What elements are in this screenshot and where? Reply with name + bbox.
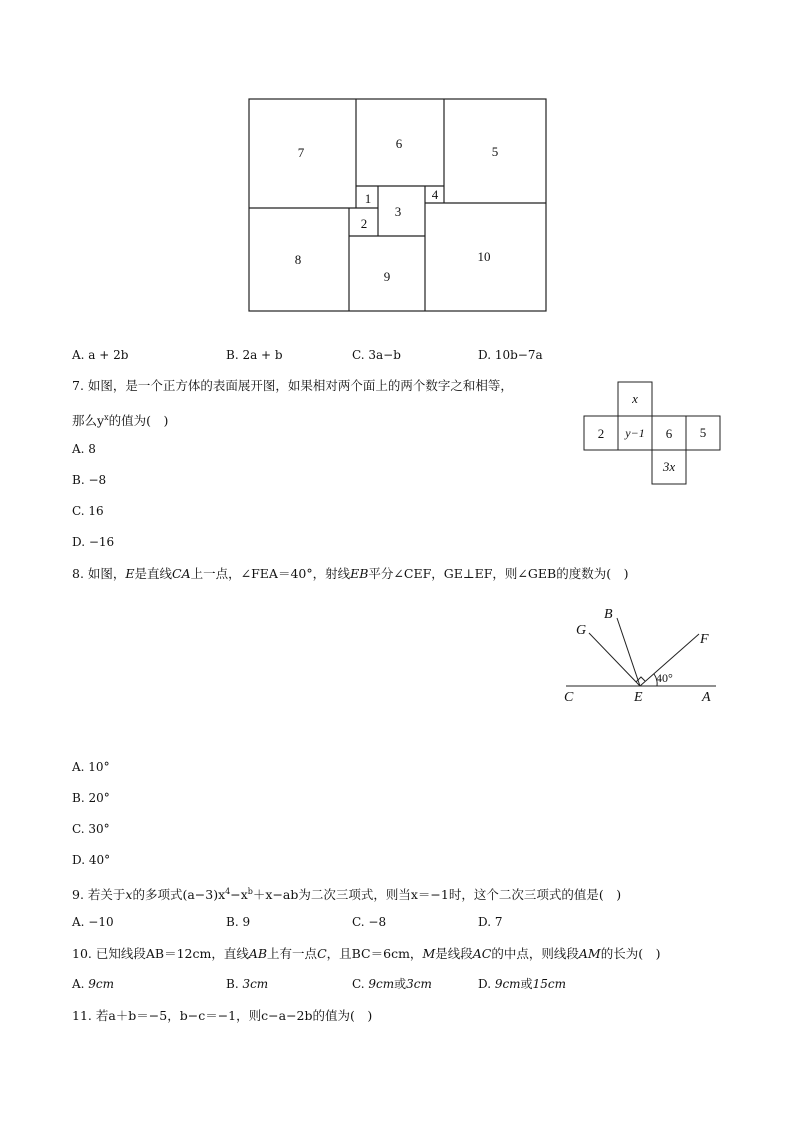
q10-option-a: A. 9cm — [72, 977, 115, 991]
q10-stem: 10. 已知线段AB＝12cm，直线AB上有一点C，且BC＝6cm，M是线段AC的中点，则线段AM的长为( ) — [72, 946, 661, 961]
q6-option-a: A. a + 2b — [72, 348, 129, 362]
q7-option-d: D. −16 — [72, 535, 115, 549]
point-F-label: F — [700, 632, 709, 647]
net-face-center: 6 — [665, 426, 673, 441]
square-label-2: 2 — [360, 216, 368, 231]
square-label-1: 1 — [364, 191, 372, 206]
net-face-left: 2 — [597, 426, 605, 441]
square-label-3: 3 — [394, 204, 402, 219]
q9-option-b: B. 9 — [226, 915, 251, 929]
q9-stem: 9. 若关于x的多项式$(a-3)x^4-x^b+x-ab$为二次三项式，则当x＝−1时，这个二次三项式的值是( ) — [72, 887, 622, 903]
q10-option-d: D. 9cm或15cm — [478, 977, 566, 991]
q8-option-b: B. 20° — [72, 791, 110, 805]
q8-option-c: C. 30° — [72, 822, 110, 836]
q10-option-c: C. 9cm或3cm — [352, 977, 432, 991]
square-label-7: 7 — [297, 145, 305, 160]
net-face-bottom: 3x — [662, 459, 676, 474]
square-label-6: 6 — [395, 136, 403, 151]
angle-40-label: 40° — [656, 671, 673, 685]
point-A-label: A — [702, 690, 711, 705]
q10-option-b: B. 3cm — [226, 977, 269, 991]
point-E-label: E — [634, 690, 643, 705]
square-label-5: 5 — [491, 144, 499, 159]
q9-option-d: D. 7 — [478, 915, 503, 929]
q11-stem: 11. 若a＋b＝−5，b−c＝−1，则c−a−2b的值为( ) — [72, 1008, 373, 1023]
q7-stem-line2: 那么$y^x$的值为( ) — [72, 413, 169, 429]
point-B-label: B — [604, 607, 613, 622]
square-label-8: 8 — [294, 252, 302, 267]
q8-option-a: A. 10° — [72, 760, 110, 774]
q6-option-d: D. 10b−7a — [478, 348, 543, 362]
point-C-label: C — [564, 690, 574, 705]
net-face-mid: y−1 — [625, 426, 645, 440]
net-face-top: x — [632, 391, 638, 406]
q7-option-c: C. 16 — [72, 504, 104, 518]
q8-stem: 8. 如图，E是直线CA上一点，∠FEA＝40°，射线EB平分∠CEF，GE⊥EF，则∠GEB的度数为( ) — [72, 566, 629, 581]
square-label-9: 9 — [383, 269, 391, 284]
q6-option-b: B. 2a + b — [226, 348, 283, 362]
net-face-right: 5 — [699, 425, 707, 440]
q7-option-b: B. −8 — [72, 473, 107, 487]
q6-option-c: C. 3a−b — [352, 348, 401, 362]
q7-option-a: A. 8 — [72, 442, 96, 456]
point-G-label: G — [576, 623, 587, 638]
q7-stem-line1: 7. 如图，是一个正方体的表面展开图，如果相对两个面上的两个数字之和相等， — [72, 378, 513, 393]
square-label-4: 4 — [431, 187, 439, 202]
q9-option-a: A. −10 — [72, 915, 114, 929]
q8-option-d: D. 40° — [72, 853, 111, 867]
square-label-10: 10 — [477, 249, 491, 264]
q9-option-c: C. −8 — [352, 915, 387, 929]
